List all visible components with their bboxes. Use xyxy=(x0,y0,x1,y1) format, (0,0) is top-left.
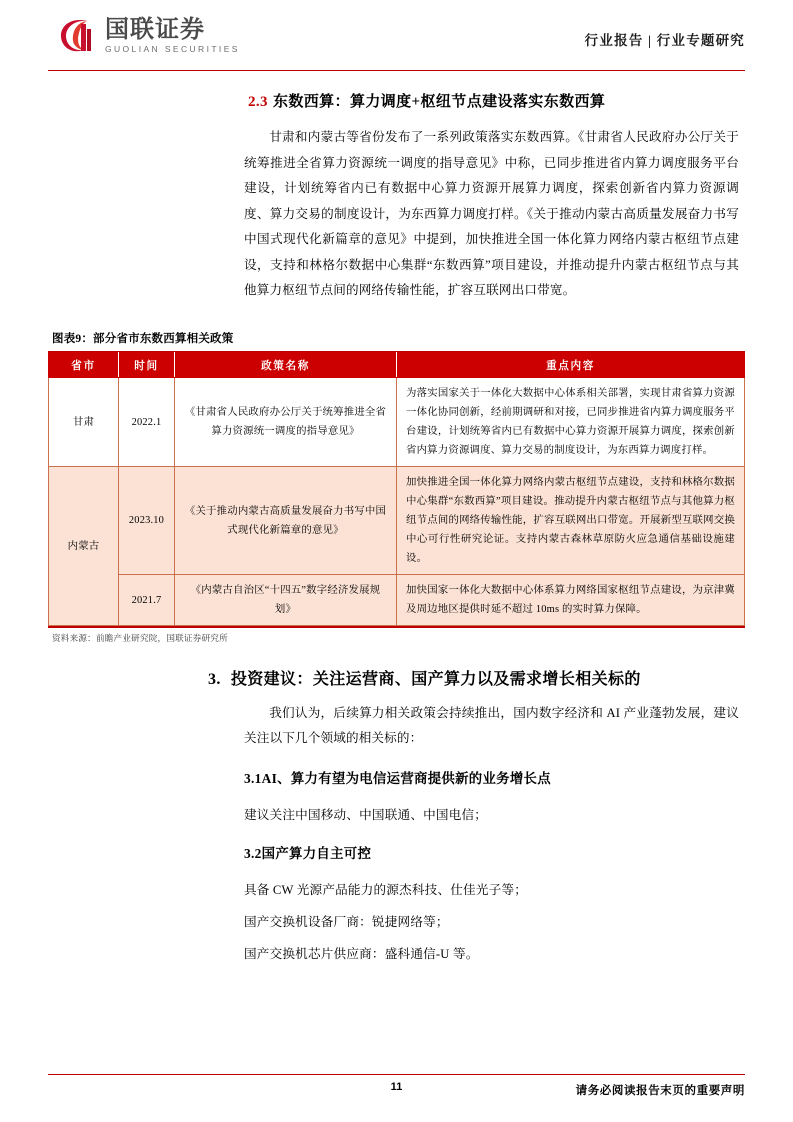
section-3-1-line: 建议关注中国移动、中国联通、中国电信； xyxy=(244,807,488,822)
column-header-policy-name: 政策名称 xyxy=(175,353,397,378)
column-header-key-content: 重点内容 xyxy=(397,353,745,378)
cell-province: 甘肃 xyxy=(49,378,119,467)
exhibit-9 xyxy=(48,330,745,644)
logo-name-cn: 国联证券 xyxy=(105,17,205,43)
table-row xyxy=(49,575,745,626)
section-2-3-heading xyxy=(248,90,745,111)
section-2-3-number: 2.3 xyxy=(248,94,268,110)
page-header xyxy=(0,0,793,72)
header-breadcrumb: 行业报告 | 行业专题研究 xyxy=(584,33,745,48)
company-logo xyxy=(57,15,240,55)
table-row xyxy=(49,467,745,575)
table-row xyxy=(49,378,745,467)
cell-time: 2023.10 xyxy=(119,467,175,575)
section-3-number: 3. xyxy=(208,670,221,688)
section-3-heading xyxy=(208,666,745,689)
footer-disclaimer: 请务必阅读报告末页的重要声明 xyxy=(575,1085,745,1098)
logo-name-en: GUOLIAN SECURITIES xyxy=(105,44,240,54)
header-divider xyxy=(48,70,745,71)
column-header-province: 省市 xyxy=(49,353,119,378)
page-footer xyxy=(48,1074,745,1104)
section-3-1-number: 3.1 xyxy=(244,770,262,786)
guolian-logo-icon xyxy=(57,15,97,55)
exhibit-9-caption: 图表9：部分省市东数西算相关政策 xyxy=(52,332,234,345)
cell-policy-name: 《甘肃省人民政府办公厅关于统筹推进全省算力资源统一调度的指导意见》 xyxy=(175,378,397,467)
cell-key-content: 加快推进全国一体化算力网络内蒙古枢纽节点建设，支持和林格尔数据中心集群“东数西算”项目建设。推动提升内蒙古枢纽节点与其他算力枢纽节点间的网络传输性能，扩容互联网出口带宽。开展新型互联网交换中心可行性研究论证。支持内蒙古森林草原防火应急通信基础设施建设。 xyxy=(397,467,745,575)
section-2-3-paragraph: 甘肃和内蒙古等省份发布了一系列政策落实东数西算。《甘肃省人民政府办公厅关于统筹推进全省算力资源统一调度的指导意见》中称，已同步推进省内算力调度服务平台建设，计划统筹省内已有数据中心算力资源开展算力调度，探索创新省内算力资源调度、算力交易的制度设计，为东西算力调度打样。《关于推动内蒙古高质量发展奋力书写中国式现代化新篇章的意见》中提到，加快推进全国一体化算力网络内蒙古枢纽节点建设，支持和林格尔数据中心集群“东数西算”项目建设，并推动提升内蒙古枢纽节点与其他算力枢纽节点间的网络传输性能，扩容互联网出口带宽。 xyxy=(244,130,739,297)
section-3-title: 投资建议：关注运营商、国产算力以及需求增长相关标的 xyxy=(230,670,641,688)
cell-policy-name: 《内蒙古自治区“十四五”数字经济发展规划》 xyxy=(175,575,397,626)
cell-time: 2022.1 xyxy=(119,378,175,467)
section-3-1-heading xyxy=(244,768,745,787)
cell-key-content: 为落实国家关于一体化大数据中心体系相关部署，实现甘肃省算力资源一体化协同创新，经前期调研和对接，已同步推进省内算力调度服务平台建设，计划统筹省内已有数据中心算力资源开展算力调度，探索创新省内算力资源调度、算力交易的制度设计，为东西算力调度打样。 xyxy=(397,378,745,467)
section-2-3-title: 东数西算：算力调度+枢纽节点建设落实东数西算 xyxy=(272,94,606,110)
column-header-time: 时间 xyxy=(119,353,175,378)
section-3-2-heading xyxy=(244,843,745,862)
footer-row xyxy=(48,1081,745,1099)
table-header-row xyxy=(49,353,745,378)
page-number: 11 xyxy=(390,1081,403,1094)
exhibit-9-source: 资料来源：前瞻产业研究院，国联证券研究所 xyxy=(52,632,228,643)
section-3-2-line-2: 国产交换机设备厂商：锐捷网络等； xyxy=(244,914,449,929)
section-3-2-number: 3.2 xyxy=(244,845,262,861)
policy-table xyxy=(48,352,745,626)
section-3-2-title: 国产算力自主可控 xyxy=(261,845,372,861)
section-3-2-line-3: 国产交换机芯片供应商：盛科通信-U 等。 xyxy=(244,946,479,961)
logo-wordmark xyxy=(105,15,240,55)
cell-time: 2021.7 xyxy=(119,575,175,626)
section-3-1-title: AI、算力有望为电信运营商提供新的业务增长点 xyxy=(261,770,551,786)
footer-divider xyxy=(48,1074,745,1075)
cell-key-content: 加快国家一体化大数据中心体系算力网络国家枢纽节点建设，为京津冀及周边地区提供时延不超过 10ms 的实时算力保障。 xyxy=(397,575,745,626)
section-3-2-line-1: 具备 CW 光源产品能力的源杰科技、仕佳光子等； xyxy=(244,882,528,897)
cell-policy-name: 《关于推动内蒙古高质量发展奋力书写中国式现代化新篇章的意见》 xyxy=(175,467,397,575)
section-3-paragraph: 我们认为，后续算力相关政策会持续推出，国内数字经济和 AI 产业蓬勃发展，建议关注以下几个领域的相关标的： xyxy=(244,705,739,746)
cell-province: 内蒙古 xyxy=(49,467,119,626)
page-content xyxy=(48,82,745,966)
